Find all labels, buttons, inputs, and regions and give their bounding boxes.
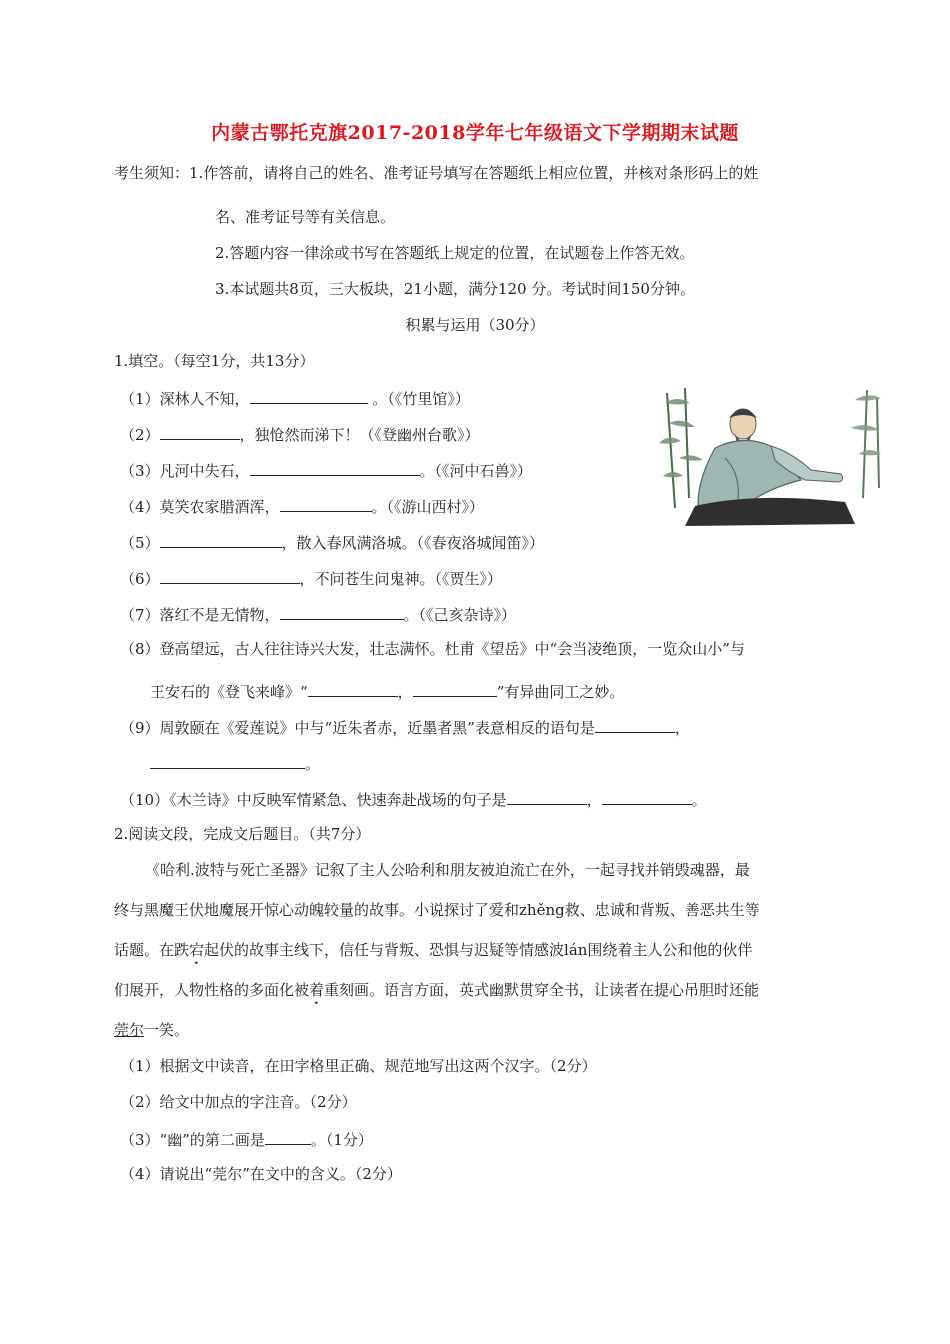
q2-sub-4: （4）请说出“莞尔”在文中的含义。（2分）	[120, 1165, 402, 1183]
answer-blank[interactable]	[413, 680, 497, 697]
answer-blank[interactable]	[160, 531, 282, 548]
answer-blank[interactable]	[160, 567, 300, 584]
answer-blank[interactable]	[250, 387, 368, 404]
notice-item-1b: 名、准考证号等有关信息。	[215, 208, 396, 226]
notice-item-2: 2.答题内容一律涂或书写在答题纸上规定的位置，在试题卷上作答无效。	[215, 244, 695, 262]
q2-sub-1: （1）根据文中读音，在田字格里正确、规范地写出这两个汉字。（2分）	[120, 1057, 597, 1075]
poet-illustration	[655, 388, 885, 528]
page-title: 内蒙古鄂托克旗2017-2018学年七年级语文下学期期末试题	[211, 122, 739, 144]
answer-blank[interactable]	[150, 752, 305, 769]
passage-line-2: 终与黑魔王伏地魔展开惊心动魄较量的故事。小说探讨了爱和zhěng救、忠诚和背叛、善恶共生等	[114, 901, 760, 919]
passage-line-5: 莞尔一笑。	[114, 1021, 190, 1039]
answer-blank[interactable]	[595, 716, 675, 733]
passage-line-4: 们展开，人物性格的多面化被着重刻画。语言方面，英式幽默贯穿全书，让读者在提心吊胆时还能	[114, 981, 760, 999]
q1-item-1: （1）深林人不知， 。（《竹里馆》）	[120, 387, 470, 409]
bamboo-leaves-left	[659, 399, 703, 478]
answer-blank[interactable]	[160, 423, 240, 440]
passage-line-3: 话题。在跌宕起伏的故事主线下，信任与背叛、恐惧与迟疑等情感波lán围绕着主人公和他的伙伴	[114, 941, 753, 959]
underlined-word: 莞尔	[114, 1021, 145, 1039]
answer-blank[interactable]	[280, 603, 404, 620]
q1-item-10: （10）《木兰诗》中反映军情紧急、快速奔赴战场的句子是 ， 。	[120, 788, 707, 810]
answer-blank[interactable]	[507, 788, 587, 805]
q1-item-9a: （9）周敦颐在《爱莲说》中与“近朱者赤，近墨者黑”表意相反的语句是 ，	[120, 716, 690, 738]
q1-item-8a: （8）登高望远，古人往往诗兴大发，壮志满怀。杜甫《望岳》中“会当凌绝顶，一览众山小”与	[120, 640, 745, 658]
answer-blank[interactable]	[602, 788, 692, 805]
q2-sub-3: （3）“幽”的第二画是 。（1分）	[120, 1128, 373, 1150]
section-title: 积累与运用（30分）	[405, 316, 545, 334]
question-1-stem: 1.填空。（每空1分，共13分）	[114, 352, 315, 370]
dotted-char: 着	[309, 981, 325, 999]
poet-figure	[685, 409, 855, 526]
passage-line-1: 《哈利.波特与死亡圣器》记叙了主人公哈利和朋友被迫流亡在外，一起寻找并销毁魂器，最	[145, 861, 750, 879]
q1-item-4: （4）莫笑农家腊酒浑， 。（《游山西村》）	[120, 495, 484, 517]
bamboo-left	[667, 388, 689, 508]
notice-item-3: 3.本试题共8页，三大板块，21小题，满分120 分。考试时间150分钟。	[215, 280, 695, 298]
poet-bamboo-painting	[655, 388, 885, 528]
answer-blank[interactable]	[280, 495, 372, 512]
q2-sub-2: （2）给文中加点的字注音。（2分）	[120, 1093, 357, 1111]
answer-blank[interactable]	[250, 459, 420, 476]
q1-item-6: （6） ，不问苍生问鬼神。（《贾生》）	[120, 567, 502, 589]
q1-item-9b: 。	[150, 752, 320, 774]
answer-blank[interactable]	[308, 680, 398, 697]
q1-item-5: （5） ，散入春风满洛城。（《春夜洛城闻笛》）	[120, 531, 544, 553]
bamboo-right	[863, 390, 879, 498]
q1-item-8b: 王安石的《登飞来峰》“ ， ”有异曲同工之妙。	[150, 680, 624, 702]
q1-item-7: （7）落红不是无情物， 。（《己亥杂诗》）	[120, 603, 516, 625]
notice-item-1a: 考生须知：1.作答前，请将自己的姓名、准考证号填写在答题纸上相应位置，并核对条形码上的姓	[114, 164, 759, 182]
question-2-stem: 2.阅读文段，完成文后题目。（共7分）	[114, 825, 371, 843]
q1-item-3: （3）凡河中失石， 。（《河中石兽》）	[120, 459, 532, 481]
dotted-char: 宕	[189, 941, 205, 959]
answer-blank[interactable]	[265, 1128, 311, 1145]
q1-item-2: （2） ，独怆然而涕下！（《登幽州台歌》）	[120, 423, 480, 445]
